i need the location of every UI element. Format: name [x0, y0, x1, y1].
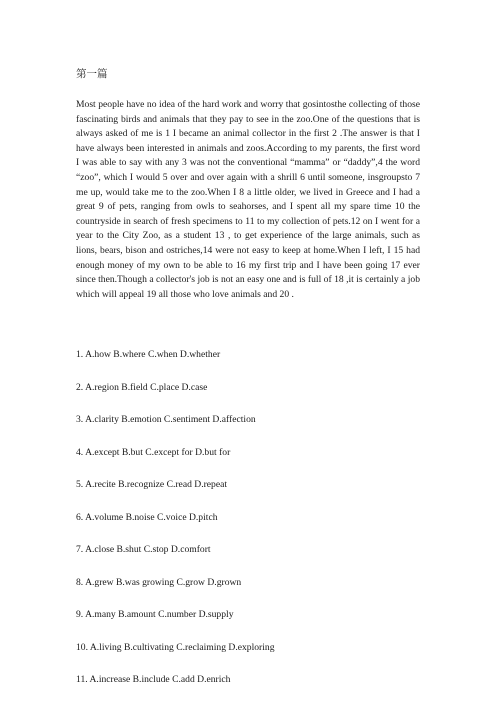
question-item: 4. A.except B.but C.except for D.but for — [76, 446, 231, 458]
question-item: 3. A.clarity B.emotion C.sentiment D.affection — [76, 414, 256, 425]
question-item: 2. A.region B.field C.place D.case — [76, 381, 208, 393]
cloze-passage: Most people have no idea of the hard work and worry that gosintosthe collecting of those fascinating birds and animals that they pay to see in the zoo.One of the questions that is always asked of me is 1 I became an animal collector in the first 2 .The answer is that I have always been interested in animals and zoos.According to my parents, the first word I was able to say with any 3 was not the conventional “mamma” or “daddy”,4 the word “zoo”, which I would 5 over and over again with a shrill 6 until someone, insgroupsto 7 me up, would take me to the zoo.When I 8 a little older, we lived in Greece and I had a great 9 of pets, ranging from owls to seahorses, and I spent all my spare time 10 the countryside in search of fresh specimens to 11 to my collection of pets.12 on I went for a year to the City Zoo, as a student 13 , to get experience of the large animals, such as lions, bears, bison and ostriches,14 were not easy to keep at home.When I left, I 15 had enough money of my own to be able to 16 my first trip and I have been going 17 ever since then.Though a collector's job is not an easy one and is full of 18 ,it is certainly a job which will appeal 19 all those who love animals and 20 . — [76, 99, 420, 300]
question-item: 8. A.grew B.was growing C.grow D.grown — [76, 576, 242, 588]
section-title: 第一篇 — [76, 68, 108, 80]
question-item: 11. A.increase B.include C.add D.enrich — [76, 674, 231, 685]
question-item: 10. A.living B.cultivating C.reclaiming D.exploring — [76, 641, 275, 653]
question-item: 1. A.how B.where C.when D.whether — [76, 349, 221, 360]
question-item: 5. A.recite B.recognize C.read D.repeat — [76, 479, 228, 490]
question-item: 6. A.volume B.noise C.voice D.pitch — [76, 511, 218, 523]
question-item: 7. A.close B.shut C.stop D.comfort — [76, 544, 211, 555]
question-list — [76, 349, 436, 707]
question-item: 9. A.many B.amount C.number D.supply — [76, 609, 234, 620]
